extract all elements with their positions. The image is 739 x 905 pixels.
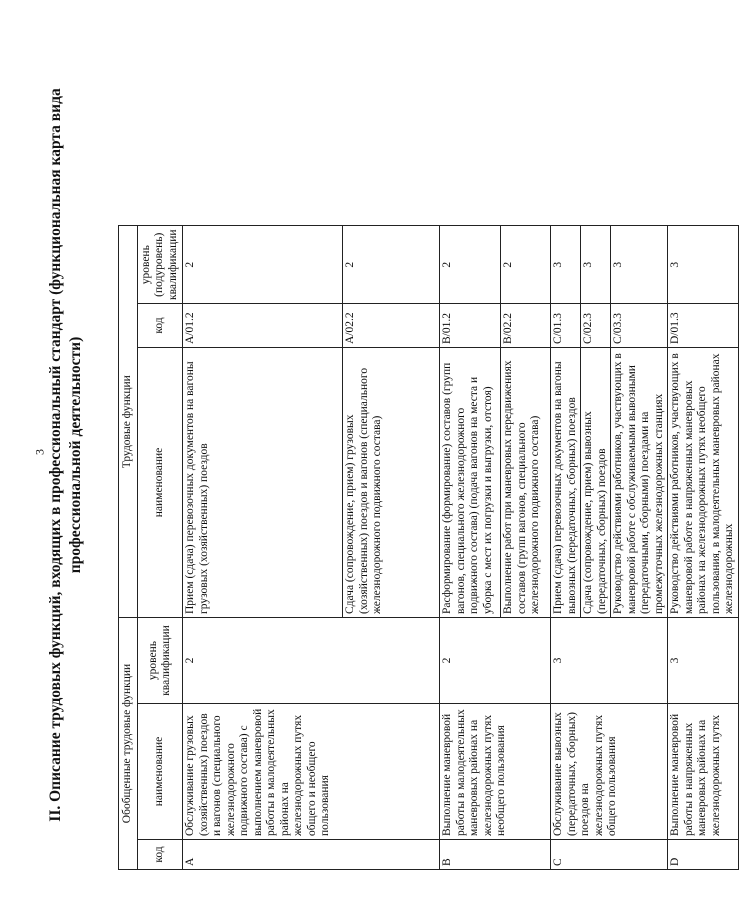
function-level: 2	[343, 226, 440, 304]
group-code: C	[551, 840, 668, 870]
function-code: B/02.2	[501, 304, 551, 348]
function-level: 3	[611, 226, 668, 304]
group-level: 3	[668, 618, 739, 704]
rotated-page	[40, 20, 735, 890]
header-code: код	[138, 840, 183, 870]
header-labor-functions: Трудовые функции	[119, 226, 138, 618]
header-generalized-functions: Обобщенные трудовые функции	[119, 618, 138, 870]
group-level: 2	[440, 618, 551, 704]
function-level: 2	[183, 226, 343, 304]
table-row	[551, 226, 581, 870]
function-name: Выполнение работ при маневровых передвижениях составов (групп вагонов, специального железнодорожного подвижного состава)	[501, 348, 551, 618]
functional-map-table	[118, 225, 739, 870]
function-code: C/02.3	[581, 304, 611, 348]
section-title-line-2: профессиональной деятельности)	[67, 336, 84, 574]
group-name: Выполнение маневровой работы в малодеятельных маневровых районах на железнодорожных путях необщего пользования	[440, 704, 551, 840]
function-code: C/03.3	[611, 304, 668, 348]
page-number: 3	[32, 449, 47, 455]
function-name: Руководство действиями работников, участвующих в маневровой работе с обслуживаемыми вывозными (передаточными, сборными) поездами на промежуточных железнодорожных станциях	[611, 348, 668, 618]
group-level: 3	[551, 618, 668, 704]
header-name: наименование	[138, 704, 183, 840]
function-code: B/01.2	[440, 304, 501, 348]
table-row	[440, 226, 501, 870]
function-name: Прием (сдача) перевозочных документов на вагоны грузовых (хозяйственных) поездов	[183, 348, 343, 618]
header-qualification-level: уровень квалификации	[138, 618, 183, 704]
table-header-row-1	[119, 226, 138, 870]
table-row	[668, 226, 739, 870]
function-name: Сдача (сопровождение, прием) вывозных (передаточных, сборных) поездов	[581, 348, 611, 618]
function-name: Сдача (сопровождение, прием) грузовых (хозяйственных) поездов и вагонов (специального железнодорожного подвижного состава)	[343, 348, 440, 618]
group-level: 2	[183, 618, 440, 704]
header-labor-code: код	[138, 304, 183, 348]
group-name: Выполнение маневровой работы в напряженных маневровых районах на железнодорожных путях	[668, 704, 739, 840]
function-level: 3	[551, 226, 581, 304]
function-code: C/01.3	[551, 304, 581, 348]
header-labor-name: наименование	[138, 348, 183, 618]
group-code: B	[440, 840, 551, 870]
function-code: A/01.2	[183, 304, 343, 348]
section-title-line-1: II. Описание трудовых функций, входящих в профессиональный стандарт (функциональная карта вида	[47, 88, 64, 822]
group-name: Обслуживание грузовых (хозяйственных) поездов и вагонов (специального железнодорожного подвижного состава) с выполнением маневровой работы в малодеятельных районах на железнодорожных путях общего и необщего пользования	[183, 704, 440, 840]
function-level: 3	[668, 226, 739, 304]
function-level: 2	[501, 226, 551, 304]
group-code: D	[668, 840, 739, 870]
group-name: Обслуживание вывозных (передаточных, сборных) поездов на железнодорожных путях общего пользования	[551, 704, 668, 840]
function-name: Руководство действиями работников, участвующих в маневровой работе в напряженных маневровых районах на железнодорожных путях необщего пользования, в малодеятельных маневровых районах железнодорожных	[668, 348, 739, 618]
group-code: A	[183, 840, 440, 870]
section-title	[40, 20, 106, 890]
function-name: Прием (сдача) перевозочных документов на вагоны вывозных (передаточных, сборных) поездов	[551, 348, 581, 618]
function-level: 2	[440, 226, 501, 304]
header-labor-level: уровень (подуровень) квалификации	[138, 226, 183, 304]
function-code: D/01.3	[668, 304, 739, 348]
function-name: Расформирование (формирование) составов (групп вагонов, специального железнодорожного подвижного состава) (подача вагонов на места и уборка с мест их погрузки и выгрузки, отстоя)	[440, 348, 501, 618]
table-header-row-2	[138, 226, 183, 870]
table-row	[183, 226, 343, 870]
function-level: 3	[581, 226, 611, 304]
function-code: A/02.2	[343, 304, 440, 348]
